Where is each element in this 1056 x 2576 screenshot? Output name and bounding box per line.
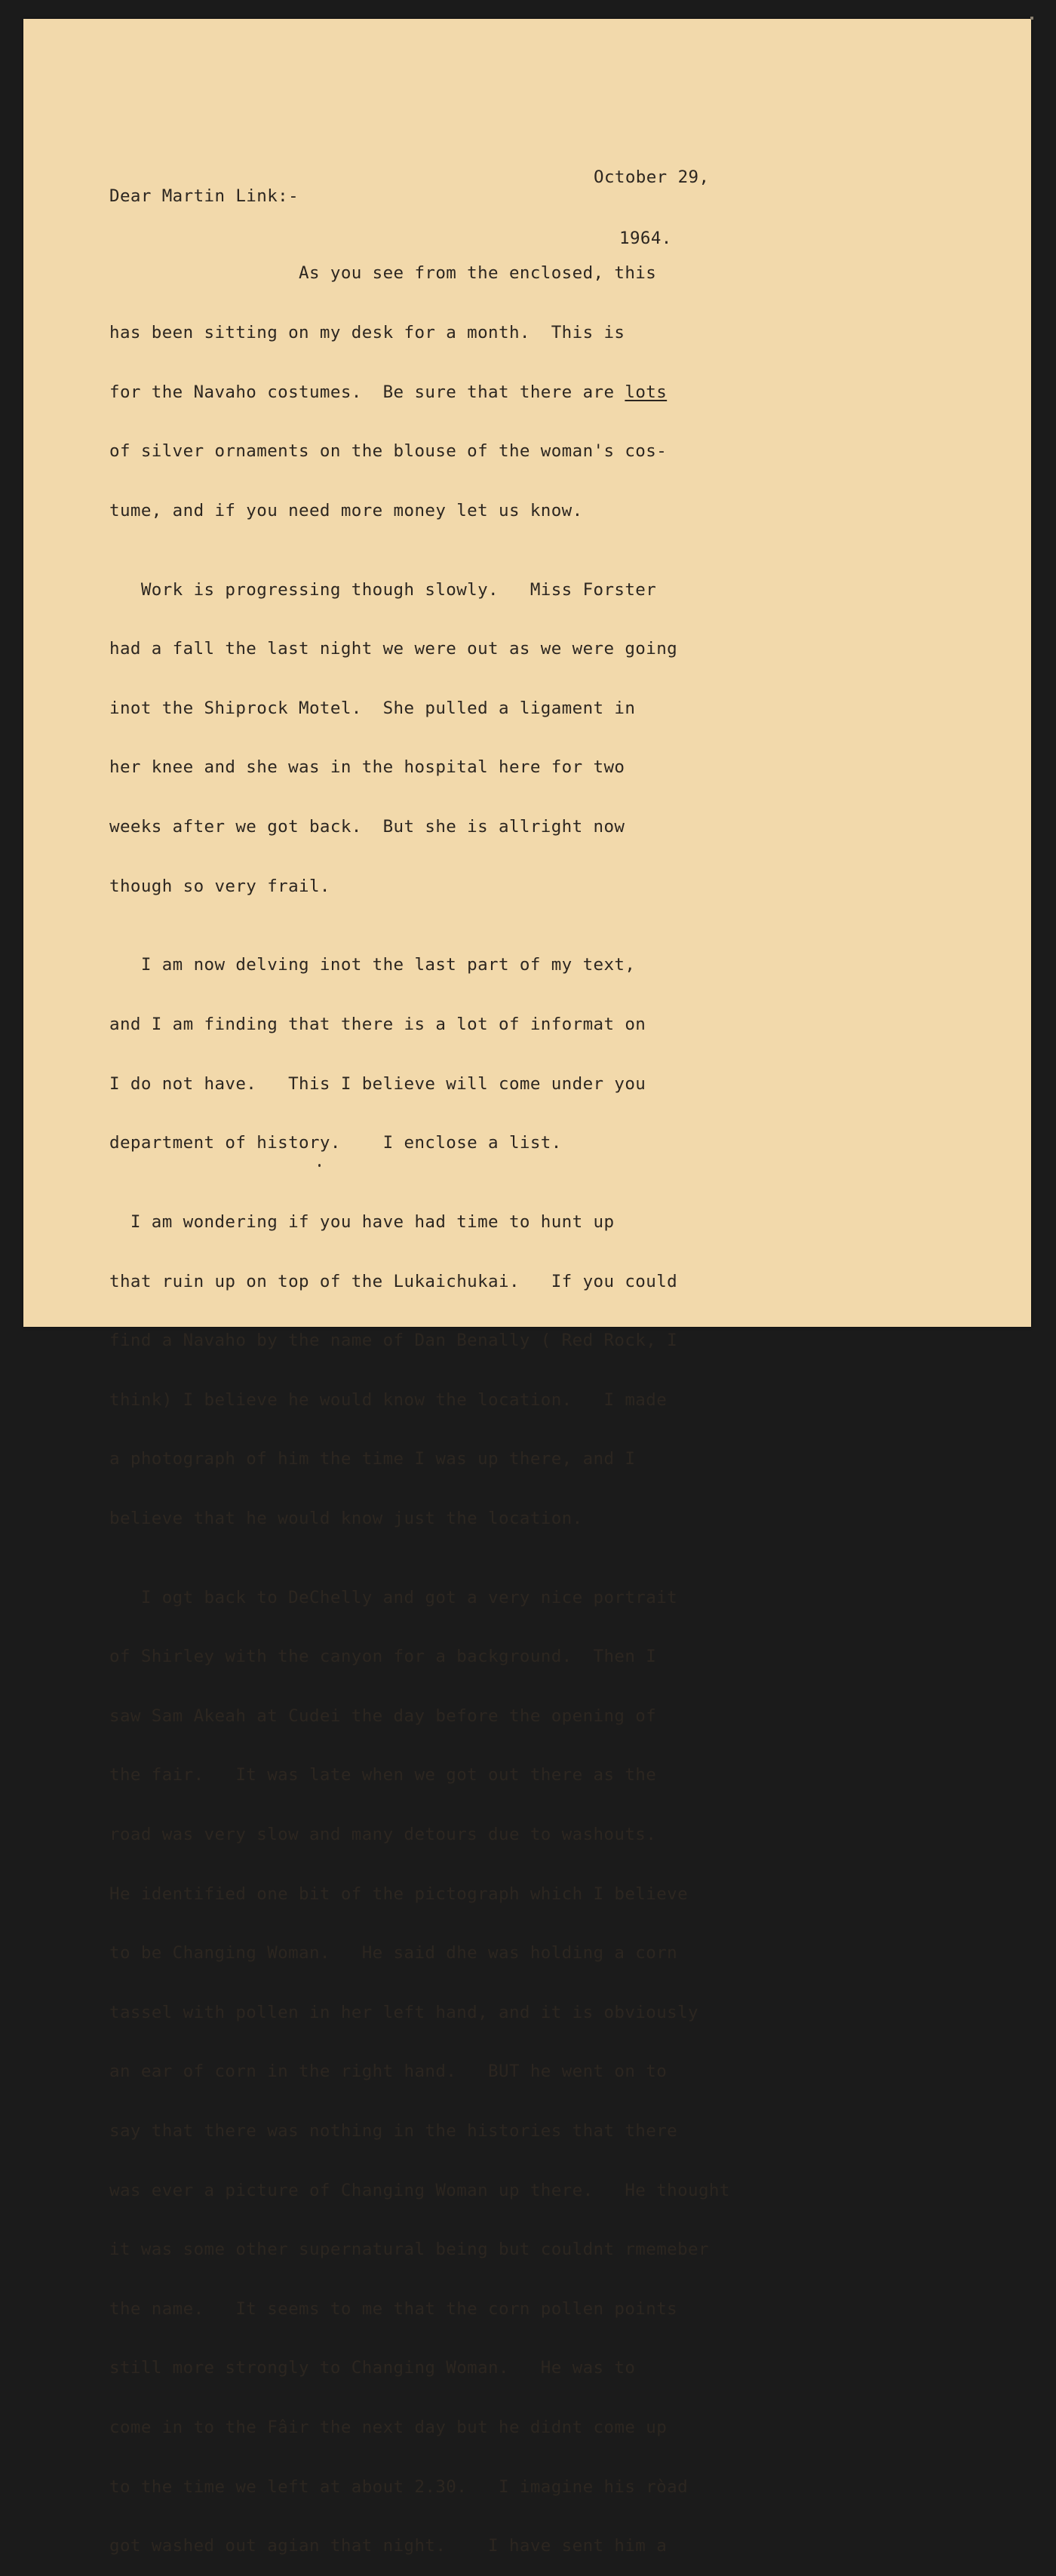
underlined-word: lots [625, 382, 668, 402]
body-line: still more strongly to Changing Woman. He was to [109, 2358, 636, 2378]
body-line: I ogt back to DeChelly and got a very nice portrait [109, 1587, 678, 1607]
body-line: to be Changing Woman. He said dhe was holding a corn [109, 1943, 678, 1963]
body-line: I am now delving inot the last part of my text, [109, 955, 636, 975]
letter-body [109, 224, 730, 2576]
body-line: of Shirley with the canyon for a background. Then I [109, 1647, 657, 1667]
ink-speck [318, 1164, 321, 1167]
body-line: tume, and if you need more money let us know. [109, 500, 583, 520]
date-line-year: 1964. [619, 229, 672, 248]
body-line: the fair. It was late when we got out there as the [109, 1765, 657, 1785]
body-line: of silver ornaments on the blouse of the woman's cos- [109, 441, 668, 462]
body-line: saw Sam Akeah at Cudei the day before the opening of [109, 1706, 657, 1726]
body-line: has been sitting on my desk for a month. This is [109, 323, 625, 342]
body-line: As you see from the enclosed, this [109, 263, 657, 284]
body-line: I am wondering if you have had time to hunt up [109, 1211, 615, 1232]
body-line: believe that he would know just the location. [109, 1508, 583, 1528]
paper-corner-mark [1030, 17, 1033, 20]
date-line-month-day: October 29, [594, 167, 710, 187]
body-line: inot the Shiprock Motel. She pulled a ligament in [109, 698, 636, 718]
body-line: come in to the Fâir the next day but he didnt come up [109, 2418, 668, 2437]
body-line: find a Navaho by the name of Dan Benally ( Red Rock, I [109, 1331, 678, 1351]
body-line: road was very slow and many detours due to washouts. [109, 1825, 657, 1845]
body-line: tassel with pollen in her left hand, and it is obviously [109, 2002, 698, 2022]
body-line: though so very frail. [109, 876, 330, 896]
body-line: the name. It seems to me that the corn pollen points [109, 2298, 678, 2319]
body-line: her knee and she was in the hospital here for two [109, 757, 625, 778]
body-line: Work is progressing though slowly. Miss Forster [109, 579, 657, 600]
body-line: weeks after we got back. But she is allright now [109, 816, 625, 837]
body-line: department of history. I enclose a list. [109, 1133, 562, 1153]
body-line-prefix: for the Navaho costumes. Be sure that there are [109, 382, 625, 402]
body-line: to the time we left at about 2.30. I imagine his ròad [109, 2476, 689, 2497]
body-line: say that there was nothing in the histories that there [109, 2121, 678, 2142]
body-line: and I am finding that there is a lot of informat on [109, 1014, 646, 1034]
body-line: it was some other supernatural being but couldnt rmemeber [109, 2240, 709, 2260]
body-line: a photograph of him the time I was up there, and I [109, 1449, 636, 1469]
body-line: got washed out agian that night. I have sent him a [109, 2536, 668, 2556]
body-line: I do not have. This I believe will come under you [109, 1073, 646, 1094]
body-line [109, 382, 730, 402]
body-line: that ruin up on top of the Lukaichukai. If you could [109, 1271, 678, 1291]
body-line: think) I believe he would know the location. I made [109, 1389, 668, 1410]
body-line: He identified one bit of the pictograph which I believe [109, 1884, 689, 1904]
salutation: Dear Martin Link:- [109, 186, 299, 206]
body-line: had a fall the last night we were out as we were going [109, 639, 678, 659]
body-line: was ever a picture of Changing Woman up there. He thought [109, 2180, 730, 2200]
body-line: an ear of corn in the right hand. BUT he went on to [109, 2062, 668, 2082]
